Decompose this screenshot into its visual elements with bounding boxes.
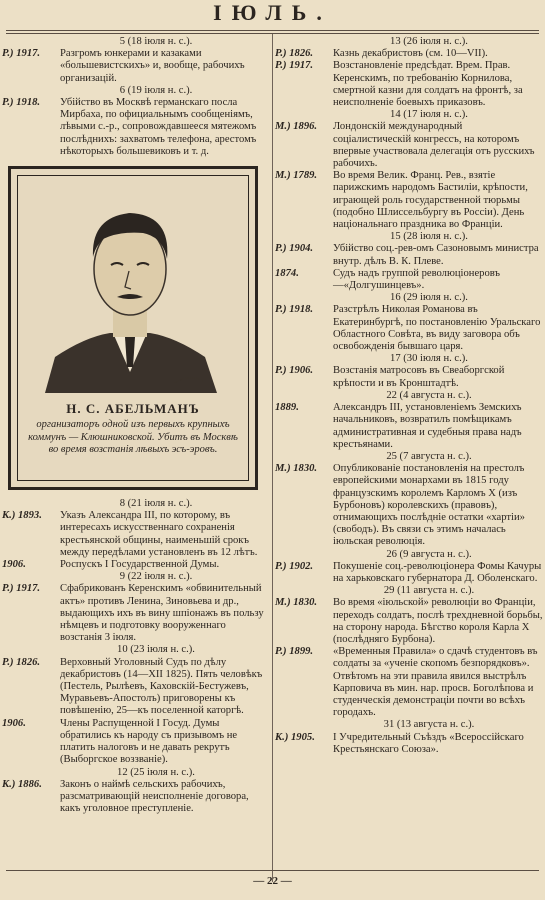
event-entry	[2, 583, 270, 644]
event-text: Роспускъ I Государственной Думы.	[60, 559, 220, 571]
date-heading: 8 (21 іюля н. с.).	[119, 498, 193, 510]
event-year-mark: Р.) 1899.	[275, 646, 314, 658]
event-entry	[2, 510, 270, 559]
event-text: Убійство соц.-рев-омъ Сазоновымъ министра внутр. дѣлъ В. К. Плеве.	[333, 243, 539, 267]
event-entry	[275, 402, 543, 451]
event-year-mark: Р.) 1826.	[275, 48, 314, 60]
event-year-mark: Р.) 1902.	[275, 560, 314, 572]
event-text: Разгромъ юнкерами и казаками «большевистскихъ» и, вообще, рабочихъ организацій.	[60, 48, 245, 84]
event-text: I Учредительный Съѣздъ «Всероссійскаго Крестьянскаго Союза».	[333, 731, 524, 755]
date-heading: 12 (25 іюля н. с.).	[117, 766, 195, 778]
portrait-caption: организаторъ одной изъ первыхъ крупныхъ коммунъ — Клюшниковской. Убитъ въ Москвѣ во время возстанія лѣвыхъ эсъ-эровъ.	[28, 419, 238, 456]
right-column	[275, 36, 543, 756]
top-rule	[6, 30, 539, 31]
date-heading: 5 (18 іюля н. с.).	[119, 36, 193, 47]
portrait-image	[25, 187, 235, 393]
date-heading: 29 (11 августа н. с.).	[383, 585, 475, 597]
event-year-mark: Р.) 1917.	[275, 60, 314, 72]
event-year-mark: М.) 1789.	[275, 170, 318, 182]
event-year-mark: Р.) 1904.	[275, 243, 314, 255]
event-entry	[2, 97, 270, 158]
event-entry	[275, 304, 543, 353]
event-text: Опубликованіе постановленія на престолъ европейскими монархами въ 1815 году французскимъ королемъ Карломъ X (изъ Бурбоновъ) королевскихъ (правовъ), отнимающихъ послѣдніе остатки «хартіи» (свободъ). Въ связи съ этимъ началась іюльская революція.	[333, 463, 525, 548]
page-title: ІЮЛЬ.	[213, 0, 332, 25]
event-year-mark: 1874.	[275, 267, 299, 279]
date-heading: 22 (4 августа н. с.).	[386, 389, 472, 401]
event-year-mark: Р.) 1826.	[2, 656, 41, 668]
date-heading: 31 (13 августа н. с.).	[383, 719, 475, 731]
event-entry	[2, 718, 270, 767]
event-text: Разстрѣлъ Николая Романова въ Екатеринбургѣ, по постановленію Уральскаго Областного Совѣта, въ виду заговора объ освобожденія бывшаго царя.	[333, 304, 541, 353]
event-text: Возстановленіе предсѣдат. Врем. Прав. Керенскимъ, по требованію Корнилова, смертной казни для солдатъ на фронтѣ, за неисполненіе боевыхъ приказовъ.	[333, 60, 523, 109]
event-entry	[275, 268, 543, 292]
event-entry	[275, 121, 543, 170]
date-heading: 16 (29 іюля н. с.).	[390, 292, 468, 304]
event-text: Верховный Уголовный Судъ по дѣлу декабристовъ (14—XII 1825). Пять человѣкъ (Пестель, Рылѣевъ, Каховскій-Бестужевъ, Муравьевъ-Апостолъ) приговорены къ повѣшенію, 25—къ поселенной каторгѣ.	[60, 656, 263, 717]
event-text: Законъ о наймѣ сельскихъ рабочихъ, разсматривающій неисполненіе договора, какъ уголовное преступленіе.	[60, 778, 249, 815]
event-entry	[275, 646, 543, 719]
event-text: Во время «іюльской» революціи во Франціи, переходъ солдатъ, послѣ трехдневной борьбы, на сторону народа. Бѣгство короля Карла X (послѣдняго Бурбона).	[333, 597, 543, 645]
event-year-mark: К.) 1905.	[275, 731, 315, 743]
event-entry	[2, 48, 270, 85]
event-year-mark: 1889.	[275, 402, 299, 414]
event-text: «Временныя Правила» о сдачѣ студентовъ въ солдаты за «ученіе скопомъ безпорядковъ». Отвѣтомъ на эти правила явился выстрѣлъ Карповича въ мин. нар. просв. Боголѣпова и студенческія демонстраціи почти во всѣхъ городахъ.	[333, 646, 538, 719]
event-year-mark: Р.) 1918.	[275, 304, 314, 316]
event-entry	[275, 561, 543, 585]
event-text: Лондонскій международный соціалистическій конгрессъ, на которомъ впервые участвовала делегація отъ русскихъ рабочихъ.	[333, 121, 535, 170]
date-heading: 13 (26 іюля н. с.).	[390, 36, 468, 47]
date-heading: 14 (17 іюля н. с.).	[390, 109, 468, 121]
event-year-mark: Р.) 1917.	[2, 583, 41, 595]
event-year-mark: Р.) 1917.	[2, 48, 41, 60]
event-text: Покушеніе соц.-революціонера Фомы Качуры на харьковскаго губернатора Д. Оболенскаго.	[333, 560, 542, 584]
event-year-mark: 1906.	[2, 717, 26, 729]
event-year-mark: М.) 1830.	[275, 463, 318, 475]
date-heading: 10 (23 іюля н. с.).	[117, 644, 195, 656]
date-heading: 26 (9 августа н. с.).	[386, 548, 472, 560]
event-entry	[275, 243, 543, 267]
event-text: Александръ III, установленіемъ Земскихъ начальниковъ, возвратилъ помѣщикамъ административная и судебныя права надъ крестьянами.	[333, 402, 522, 450]
event-text: Возстанія матросовъ въ Свеаборгской крѣпости и въ Кронштадтѣ.	[333, 365, 505, 389]
event-entry	[2, 779, 270, 816]
event-text: Убійство въ Москвѣ германскаго посла Мирбаха, по официальнымъ сообщеніямъ, лѣвыми с.-р., сопровождавшееся мятежомъ послѣднихъ: захватомъ телефона, арестомъ нѣкоторыхъ большевиковъ и т. д.	[60, 97, 257, 157]
event-year-mark: М.) 1896.	[275, 121, 318, 133]
event-entry	[275, 732, 543, 756]
event-entry	[275, 365, 543, 389]
event-entry	[275, 48, 543, 60]
event-text: Казнь декабристовъ (см. 10—VII).	[333, 48, 488, 60]
date-heading: 6 (19 іюля н. с.).	[119, 84, 193, 96]
event-year-mark: К.) 1886.	[2, 778, 42, 790]
date-heading: 17 (30 іюля н. с.).	[390, 353, 468, 365]
event-entry	[275, 170, 543, 231]
event-text: Сфабрикованъ Керенскимъ «обвинительный актъ» противъ Ленина, Зиновьева и др., выдающихъ ихъ въ вину шпіонажъ въ пользу нѣмцевъ и подготовку вооруженнаго возстанія 3 іюля.	[60, 583, 264, 644]
bottom-rule	[6, 870, 539, 871]
event-entry	[2, 559, 270, 571]
event-entry	[275, 463, 543, 548]
event-year-mark: Р.) 1906.	[275, 365, 314, 377]
page-number: — 22 —	[253, 875, 292, 887]
event-text: Указъ Александра III, по которому, въ интересахъ искусственнаго сохраненія крестьянской общины, наименьшій срокъ между передѣлами установленъ въ 12 лѣтъ.	[60, 510, 258, 558]
event-entry	[2, 657, 270, 718]
event-text: Члены Распущенной I Госуд. Думы обратились къ народу съ призывомъ не платить налоговъ и не давать рекрутъ (Выборгское воззваніе).	[60, 717, 238, 766]
event-entry	[275, 597, 543, 646]
left-column	[2, 36, 270, 815]
event-entry	[275, 60, 543, 109]
event-text: Во время Велик. Франц. Рев., взятіе парижскимъ народомъ Бастиліи, крѣпости, играющей роль государственной тюрьмы (подобно Шлиссельбургу въ Россіи). День національнаго праздника во Франціи.	[333, 170, 528, 231]
date-heading: 15 (28 іюля н. с.).	[390, 231, 468, 243]
column-divider	[272, 34, 273, 882]
portrait-frame	[8, 166, 258, 490]
date-heading: 9 (22 іюля н. с.).	[119, 571, 193, 583]
event-year-mark: Р.) 1918.	[2, 97, 41, 109]
portrait-name: Н. С. АБЕЛЬМАНЪ	[66, 401, 200, 417]
event-year-mark: 1906.	[2, 559, 26, 571]
event-year-mark: М.) 1830.	[275, 597, 318, 609]
event-year-mark: К.) 1893.	[2, 510, 42, 522]
event-text: Судъ надъ группой революціонеровъ—«Долгушинцевъ».	[333, 267, 500, 292]
date-heading: 25 (7 августа н. с.).	[386, 450, 472, 462]
